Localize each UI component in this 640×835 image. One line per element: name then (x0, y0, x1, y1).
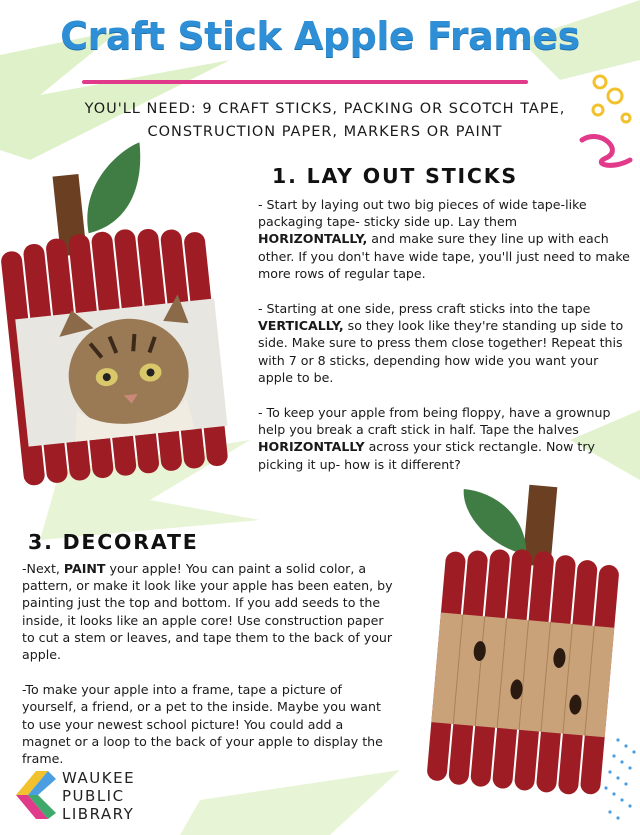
supplies-list (60, 98, 590, 144)
library-logo (12, 765, 202, 827)
supplies-line-2: CONSTRUCTION PAPER, MARKERS OR PAINT (147, 124, 503, 140)
unpainted-core (431, 613, 614, 738)
waukee-logo-icon (12, 767, 58, 823)
yellow-dot (593, 105, 603, 115)
instruction-paragraph (258, 300, 630, 386)
emphasis-text: VERTICALLY, (258, 318, 344, 334)
craft-sticks (426, 543, 620, 797)
paragraph-text: - Starting at one side, press craft sticks into the tape (258, 301, 591, 317)
paragraph-text: and make sure they line up with each other. If you don't have wide tape, you'll just need to make more rows of regular tape. (258, 231, 630, 281)
section-heading: 3. DECORATE (28, 530, 199, 554)
paragraph-text: so they look like they're standing up side to side. Make sure to press them close together! Repeat this with 7 or 8 sticks, depending how wide you want your apple to be. (258, 318, 624, 385)
section-heading: 1. LAY OUT STICKS (272, 164, 518, 188)
instruction-paragraph (258, 196, 630, 282)
supplies-line-1: YOU'LL NEED: 9 CRAFT STICKS, PACKING OR SCOTCH TAPE, (84, 101, 566, 117)
logo-text (62, 769, 135, 823)
yellow-dot (594, 76, 606, 88)
section-decorate (22, 530, 394, 785)
apple-leaf (459, 489, 532, 555)
paragraph-text: - To keep your apple from being floppy, have a grownup help you break a craft stick in half. Tape the halves (258, 405, 611, 438)
section-lay-out-sticks (258, 164, 630, 491)
emphasis-text: HORIZONTALLY (258, 439, 365, 455)
instruction-paragraph: -To make your apple into a frame, tape a picture of yourself, a friend, or a pet to the inside. Maybe you want to use your newest school picture! You could add a magnet or a loop to the back of your apple to display the frame. (22, 682, 383, 767)
instruction-paragraph (22, 560, 394, 663)
emphasis-text: PAINT (63, 561, 106, 576)
page-title: Craft Stick Apple Frames (60, 14, 580, 58)
paragraph-text: across your stick rectangle. Now try picking it up- how is it different? (258, 439, 595, 472)
instruction-paragraph (258, 404, 630, 473)
title-underline (82, 80, 528, 84)
paragraph-text: - Start by laying out two big pieces of wide tape-like packaging tape- sticky side up. Lay them (258, 197, 587, 230)
apple-core-frame-image (420, 470, 630, 800)
yellow-dot (622, 114, 630, 122)
emphasis-text: HORIZONTALLY, (258, 231, 368, 247)
logo-line: WAUKEE (62, 769, 136, 787)
logo-line: LIBRARY (62, 805, 135, 823)
logo-line: PUBLIC (62, 787, 125, 805)
yellow-dot (608, 89, 622, 103)
apple-leaf (79, 142, 148, 233)
paragraph-text: -Next, (22, 561, 64, 576)
apple-frame-cat-image (0, 140, 250, 490)
paragraph-text: your apple! You can paint a solid color, a pattern, or make it look like your apple has been eaten, by painting just the top and bottom. If you add seeds to the inside, it looks like an apple core! Use construction paper to cut a stem or leaves, and tape them to the back of your apple. (22, 561, 393, 663)
